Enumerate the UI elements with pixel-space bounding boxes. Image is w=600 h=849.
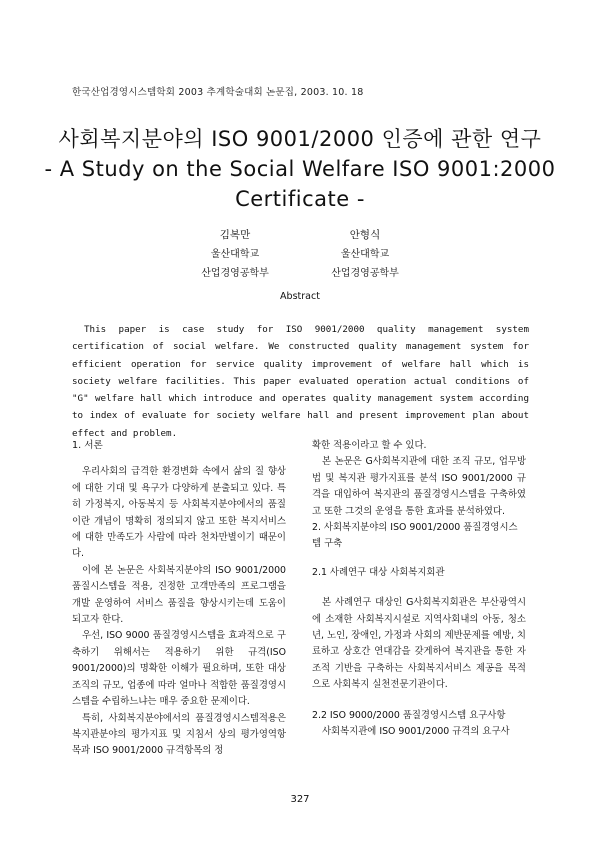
subsection-2-1-paragraph: 본 사례연구 대상인 G사회복지회관은 부산광역시에 소재한 사회복지시설로 지역사회내의 아동, 청소년, 노인, 장애인, 가정과 사회의 제반문제를 예방, 치료하고 상호간 연대감을 갖게하여 복지관을 통한 자조적 기반을 구축하는 사회복지서비스 제공을 목적으로 사회복지 실천전문기관이다. [312,597,526,691]
intro-paragraph-4: 특히, 사회복지분야에서의 품질경영시스템적용은 복지관분야의 평가지표 및 지침서 상의 평가영역항목과 ISO 9001/2000 규격항목의 정 [72,712,286,757]
subsection-2-2-paragraph: 사회복지관에 ISO 9001/2000 규격의 요구사 [322,726,510,738]
abstract-text: This paper is case study for ISO 9001/2000 quality management system certification of social welfare. We constructed quality management system for efficient operation for service quality improvement of welfare hall which is society welfare facilities. This paper evaluated operation actual conditions of "G" welfare hall which introduce and operates quality management system according to index of evaluate for society welfare hall and present improvement plan about effect and problem. [72,324,529,439]
page-number: 327 [290,794,310,805]
title-line-korean: 사회복지분야의 ISO 9001/2000 인증에 관한 연구 [58,127,542,151]
subsection-heading-2-2: 2.2 ISO 9000/2000 품질경영시스템 요구사항 [312,709,506,721]
intro-paragraph-3: 우선, ISO 9000 품질경영시스템을 효과적으로 구축하기 위해서는 적용하기 위한 규격(ISO 9001/2000)의 명확한 이해가 필요하며, 또한 대상조직의 규모, 업종에 따라 얼마나 적합한 품질경영시스템을 수립하느냐는 매우 중요한 문제이다. [72,630,286,708]
author-name: 안형식 [349,229,381,241]
title-line-english-2: Certificate - [235,187,365,211]
title-line-english-1: - A Study on the Social Welfare ISO 9001:2000 [44,157,556,181]
intro-paragraph-continued: 확한 적용이라고 할 수 있다. [312,440,427,451]
author-affiliation-university: 울산대학교 [210,249,260,260]
abstract-heading: Abstract [280,291,320,302]
author-name: 김복만 [219,229,251,241]
intro-paragraph-2: 이에 본 논문은 사회복지분야의 ISO 9001/2000 품질시스템을 적용, 진정한 고객만족의 프로그램을 개발 운영하여 서비스 품질을 향상시키는데 도움이 되고자 한다. [72,564,286,626]
left-column [72,438,286,760]
intro-paragraph-1: 우리사회의 급격한 환경변화 속에서 삶의 질 향상에 대한 기대 및 욕구가 다양하게 분출되고 있다. 특히 가정복지, 아동복지 등 사회복지분야에서의 품질이란 개념이 명확히 정의되지 않고 또한 복지서비스에 대한 만족도가 사람에 따라 천차만별이기 때문이다. [72,466,286,560]
paper-title [30,124,570,214]
author-affiliation-university: 울산대학교 [340,249,390,260]
subsection-heading-2-1: 2.1 사례연구 대상 사회복지회관 [312,566,445,578]
intro-paragraph-5: 본 논문은 G사회복지관에 대한 조직 규모, 업무방법 및 복지관 평가지표를 분석 ISO 9001/2000 규격을 대입하여 복지관의 품질경영시스템을 구축하였고 또한 그것의 운영을 통한 효과를 분석하였다. [312,456,526,517]
right-column [312,438,526,741]
running-head: 한국산업경영시스템학회 2003 추계학술대회 논문집, 2003. 10. 18 [72,87,364,98]
author-affiliation-department: 산업경영공학부 [331,268,399,279]
section-heading-introduction: 1. 서론 [72,440,103,451]
author-2 [285,226,445,283]
section-heading-2: 2. 사회복지분야의 ISO 9001/2000 품질경영시스템 구축 [312,522,518,550]
author-affiliation-department: 산업경영공학부 [201,268,269,279]
